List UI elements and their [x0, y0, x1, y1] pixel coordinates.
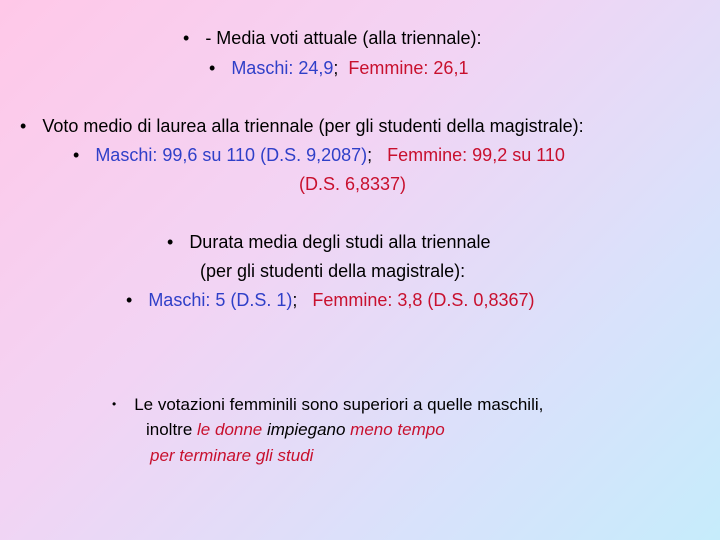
- section1-male-value: Maschi: 24,9: [231, 58, 334, 78]
- bullet-icon: •: [73, 145, 80, 165]
- section2-heading: Voto medio di laurea alla triennale (per gli studenti della magistrale):: [42, 116, 584, 136]
- section2-female-sd: (D.S. 6,8337): [299, 174, 407, 194]
- section3-female-value: Femmine: 3,8 (D.S. 0,8367): [312, 290, 535, 310]
- section3-heading-1: Durata media degli studi alla triennale: [189, 232, 491, 252]
- bullet-icon: •: [112, 397, 117, 411]
- section2-male-value: Maschi: 99,6 su 110 (D.S. 9,2087): [95, 145, 368, 165]
- section2-heading-line: [20, 114, 584, 138]
- conclusion-emphasis-le-donne: le donne: [197, 420, 263, 439]
- section3-heading-2: (per gli studenti della magistrale):: [200, 261, 466, 281]
- conclusion-text-impiegano: impiegano: [262, 420, 351, 439]
- bullet-icon: •: [167, 232, 174, 252]
- section2-values-line: [73, 143, 565, 167]
- conclusion-emphasis-meno-tempo: meno tempo: [350, 420, 445, 439]
- section1-heading-line: [183, 26, 481, 50]
- bullet-icon: •: [20, 116, 27, 136]
- section2-separator: ;: [367, 145, 373, 165]
- conclusion-line-3: per terminare gli studi: [150, 446, 314, 465]
- section1-female-value: Femmine: 26,1: [348, 58, 469, 78]
- section1-separator: ;: [333, 58, 339, 78]
- section3-separator: ;: [292, 290, 298, 310]
- section1-heading: - Media voti attuale (alla triennale):: [205, 28, 482, 48]
- conclusion-text-1: Le votazioni femminili sono superiori a quelle maschili,: [134, 395, 544, 414]
- conclusion-text-2a: inoltre: [146, 420, 198, 439]
- conclusion-line-2: [146, 418, 445, 442]
- section1-values-line: [209, 56, 468, 80]
- section2-female-value: Femmine: 99,2 su 110: [387, 145, 565, 165]
- bullet-icon: •: [209, 58, 216, 78]
- section3-values-line: [126, 288, 534, 312]
- bullet-icon: •: [126, 290, 133, 310]
- bullet-icon: •: [183, 28, 190, 48]
- section3-male-value: Maschi: 5 (D.S. 1): [148, 290, 293, 310]
- section3-heading-line-1: [167, 230, 491, 254]
- conclusion-line-1: [112, 392, 543, 417]
